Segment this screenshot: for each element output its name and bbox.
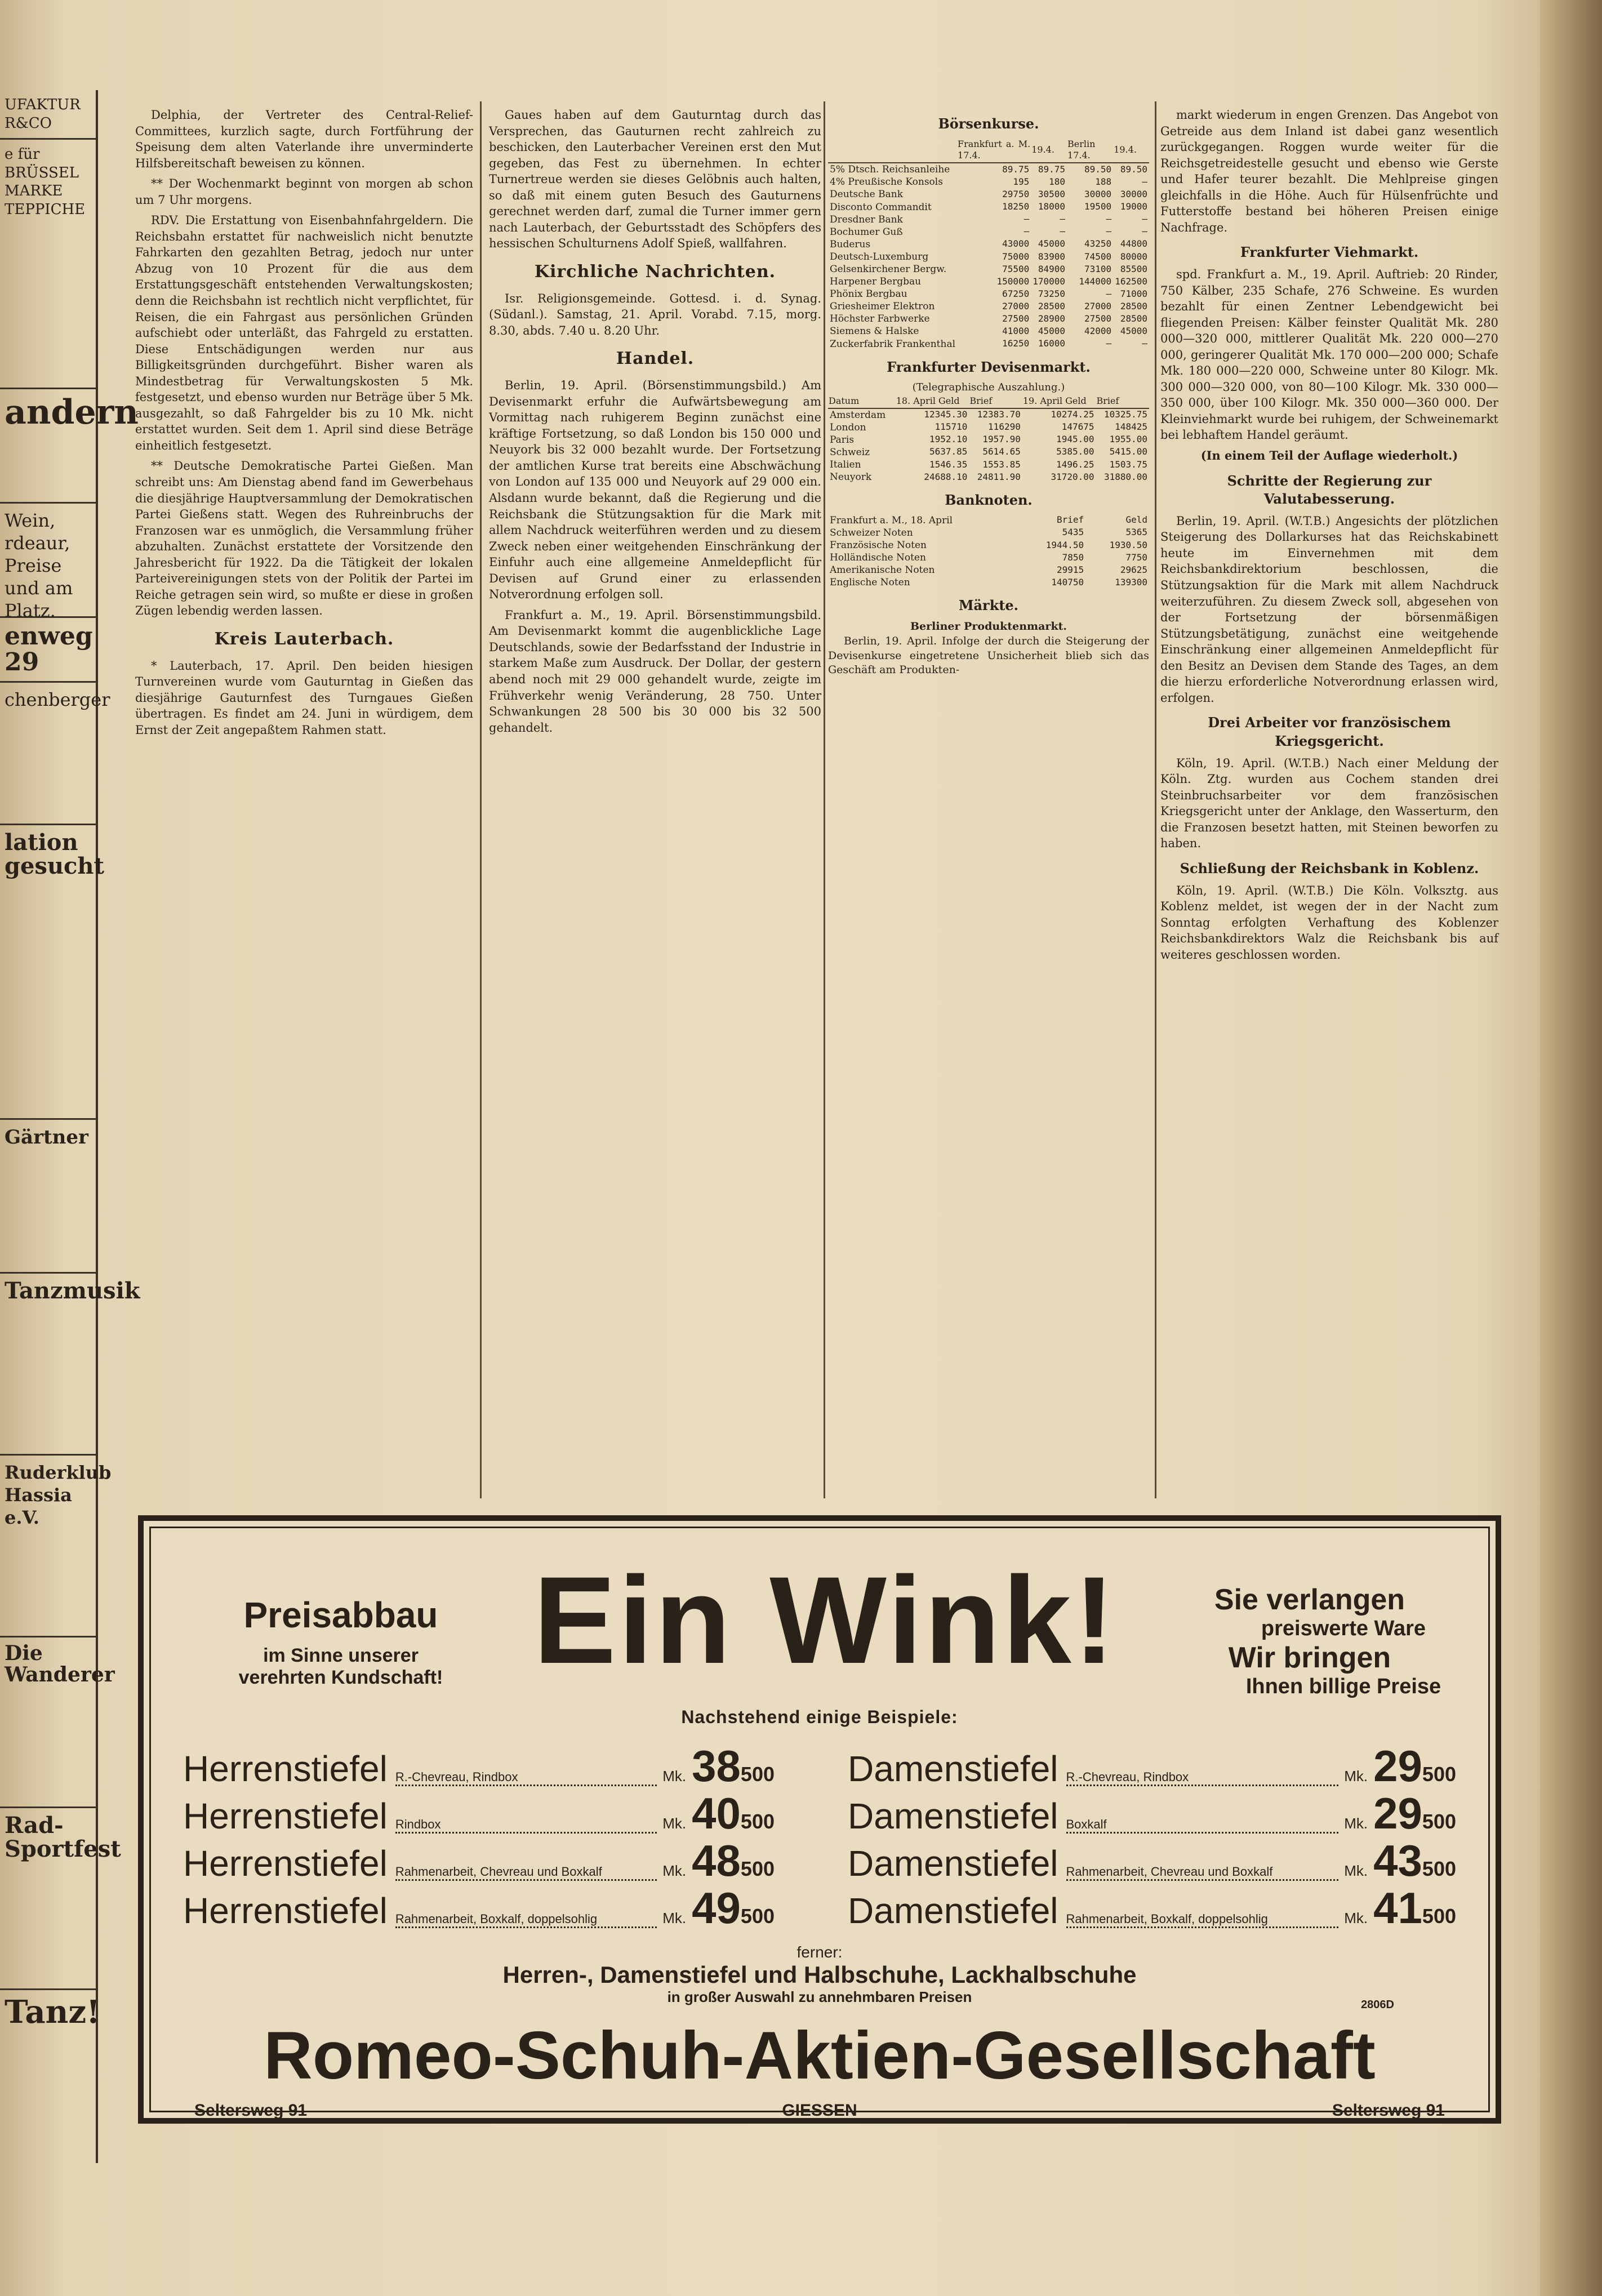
table-cell: 42000 [1084,326,1112,337]
table-cell: 89.75 [1002,163,1030,175]
price-row [183,1741,775,1791]
table-row [828,325,1149,337]
paragraph: Berlin, 19. April. (Börsenstimmungsbild.) Am Devisenmarkt erfuhr die Aufwärtsbewegung am Vormittag nach ruhigerem Beginn zunächst eine kräftige Fortsetzung, so daß London bis 150 000 und Neuyork bis 32 000 bezahlt wurde. Der Fortsetzung der amtlichen Kurse trat bereits eine Abschwächung von London auf 135 000 und Neuyork auf 29 000 ein. Alsdann wurde bekannt, daß die Regierung und die Reichsbank die Stützungsaktion für die Mark mit allem Nachdruck weiterführen werden und zu diesem Zweck neben einer weitgehenden Einschränkung der Einfuhr auch eine allgemeine Anmeldepflicht für Devisen auf Grund einer zu erlassenden Notverordnung erfolgen soll. [489,379,821,602]
table-row [828,471,1149,483]
product-name: Herrenstiefel [183,1843,388,1884]
table-row [828,421,1149,434]
table-cell: — [1106,226,1112,237]
table-cell: Harpener Bergbau [830,276,922,288]
sidebar-ad: Die Wanderer [0,1638,96,1808]
address-left: Seltersweg 91 [194,2101,308,2120]
table-header-cell: Brief [1096,395,1149,408]
table-cell: — [1106,338,1112,349]
product-name: Damenstiefel [848,1748,1058,1789]
address-right: Seltersweg 91 [1332,2101,1445,2120]
currency-label: Mk. [1344,1768,1368,1785]
table-header-cell: Datum [828,395,896,408]
table-cell: Schweiz [830,446,870,458]
table-cell: Frankfurt a. M., 18. April [830,514,953,526]
table-cell: 1944.50 [1045,539,1084,550]
price: 40 [692,1788,741,1838]
table-cell: 18000 [1038,201,1066,212]
table-cell: Disconto Commandit [830,201,932,213]
ad-line: Ihnen billige Preise [1245,1675,1441,1698]
ad-subline: im Sinne unserer [263,1645,419,1666]
table-row [828,338,1149,350]
section-heading: Börsenkurse. [938,115,1039,132]
table-cell: 27500 [1002,313,1030,324]
table-cell: 5365 [1125,527,1147,538]
table-cell: 5637.85 [929,446,968,457]
table-cell: 27000 [1002,300,1030,312]
table-cell: 1945.00 [1056,434,1094,445]
table-cell: 16000 [1038,338,1066,349]
sidebar-ad: Gärtner [0,1120,96,1274]
table-row [828,446,1149,459]
price: 48 [692,1836,741,1885]
ad-slogan: Ein Wink! [533,1551,1118,1689]
price-row [183,1883,775,1933]
article-column-4 [1160,107,1498,1504]
table-row [828,251,1149,263]
sidebar-ad: e für BRÜSSEL MARKE TEPPICHE [0,140,96,389]
table-cell: 84900 [1038,263,1066,274]
table-cell: 28900 [1038,313,1066,324]
table-cell: 16250 [1002,338,1030,349]
table-cell: Zuckerfabrik Frankenthal [830,338,956,350]
price: 29 [1373,1741,1422,1791]
table-cell: 24811.90 [977,471,1021,482]
article-column-1 [135,107,473,1504]
table-cell: 80000 [1120,251,1147,262]
table-cell: 89.50 [1084,163,1112,175]
table-cell: 75000 [1002,251,1030,262]
product-desc: Rahmenarbeit, Chevreau und Boxkalf [395,1865,657,1881]
table-cell: 24688.10 [924,471,968,482]
table-cell: — [1060,226,1066,237]
price-cents: 500 [1422,1857,1456,1880]
table-header-cell: 19.4. [1031,138,1067,163]
ad-line: in großer Auswahl zu annehmbaren Preisen [667,1988,972,2005]
table-cell: London [830,421,866,433]
section-heading: Frankfurter Viehmarkt. [1240,244,1419,261]
table-cell: 195 [1013,176,1030,187]
table-cell: 1955.00 [1109,434,1147,445]
table-cell: 5415.00 [1109,446,1147,457]
table-cell: 28500 [1038,300,1066,312]
table-cell: — [1142,226,1147,237]
ad-line: Herren-, Damenstiefel und Halbschuhe, Lackhalbschuhe [502,1961,1137,1988]
table-cell: 44800 [1120,238,1147,250]
table-cell: Phönix Bergbau [830,288,907,300]
table-cell: 116290 [988,421,1021,433]
product-name: Damenstiefel [848,1843,1058,1884]
sidebar-ad: chenberger [0,683,96,825]
sidebar-ad: UFAKTUR R&CO [0,90,96,140]
paragraph: Gaues haben auf dem Gauturntag durch das Versprechen, das Gauturnen recht zahlreich zu beschicken, den Lauterbacher Vereinen erst den Mut gegeben, das Fest zu übernehmen. In echter Turnertreue werden sie dieses Gelöbnis auch halten, so daß mit einem guten Besuch des Gauturnens gerechnet werden darf, zumal die Turner immer gern nach Lauterbach, der Geburtsstadt des Schöpfers des hessischen Schulturnens Adolf Spieß, wallfahren. [489,108,821,251]
price-cents: 500 [740,1857,775,1880]
table-cell: Italien [830,459,861,470]
table-cell: 73100 [1084,263,1112,274]
column-rule [824,101,825,1498]
ad-right-block [1163,1583,1456,1699]
table-row [828,459,1149,471]
table-cell: 147675 [1061,421,1094,433]
city: GIESSEN [782,2101,857,2120]
table-cell: 29750 [1002,189,1030,200]
price-list-men [183,1741,775,1933]
table-cell: Bochumer Guß [830,226,903,238]
table-cell: 7750 [1125,551,1147,563]
section-heading: Kreis Lauterbach. [214,629,394,649]
currency-label: Mk. [1344,1862,1368,1879]
table-cell: Höchster Farbwerke [830,313,930,325]
article-column-2 [489,107,821,1504]
table-cell: Amsterdam [830,409,886,421]
paragraph: RDV. Die Erstattung von Eisenbahnfahrgeldern. Die Reichsbahn erstattet für nachweislich nicht benutzte Fahrkarten den gezahlten Betrag, jedoch nur unter Abzug von 10 Prozent für die aus dem Erstattungsgeschäft entstehenden Verwaltungskosten; denn die Reichsbahn ist rechtlich nicht verpflichtet, für Reisen, die ein Fahrgast aus persönlichen Gründen aufschiebt oder unterläßt, das Fahrgeld zu erstatten. Diese Entschädigungen werden nur aus Billigkeitsgründen durchgeführt. Bisher waren als Mindestbetrag für Verwaltungskosten 5 Mk. festgesetzt, und ebenso wurden nur Beträge über 5 Mk. ausgezahlt, so daß Fahrgelder bis zu 10 Mk. nicht erstattet wurden. Seit dem 1. April sind diese Beträge einheitlich festgesetzt. [135,213,473,452]
company-name: Romeo-Schuh-Aktien-Gesellschaft [264,2018,1376,2093]
table-cell: — [1106,288,1112,299]
table-cell: 162500 [1115,275,1147,287]
sidebar-ad: Rad-Sportfest [0,1808,96,1990]
currency-label: Mk. [662,1815,687,1832]
table-row [828,434,1149,446]
ad-subline: verehrten Kundschaft! [238,1667,443,1688]
table-cell: 148425 [1115,421,1147,433]
sidebar-ad: enweg 29 [0,618,96,683]
table-header-cell [828,138,957,163]
paragraph: markt wiederum in engen Grenzen. Das Angebot von Getreide aus dem Inland ist dabei ganz wesentlich zurückgegangen. Roggen wurde weiter für die Reichsgetreidestelle gesucht und ebenso wie Gerste und Hafer teurer bezahlt. Die Mehlpreise gingen gleichfalls in die Höhe. Auch für Hülsenfrüchte und Futterstoffe bestand bei höheren Preisen einige Nachfrage. [1160,108,1498,234]
price-cents: 500 [1422,1905,1456,1928]
paragraph: spd. Frankfurt a. M., 19. April. Auftrieb: 20 Rinder, 750 Kälber, 235 Schafe, 276 Schweine. Es wurden bezahlt für einen Zentner Lebendgewicht bei fliegenden Preisen: Kälber feinster Qualität Mk. 280 000—320 000, mittlerer Qualität Mk. 220 000—270 000, geringerer Qualität Mk. 170 000—200 000; Schafe Mk. 180 000—220 000, Schweine unter 80 Kilogr. Mk. 300 000—320 000, von 80—100 Kilogr. Mk. 330 000—350 000, über 100 Kilogr. Mk. 350 000—360 000. Der Kleinviehmarkt wurde bei ruhigem, der Schweinemarkt bei lebhaftem Handel geräumt. [1160,268,1498,442]
table-cell: 170000 [1033,275,1066,287]
table-row [828,539,1149,551]
section-heading: Drei Arbeiter vor französischem Kriegsgericht. [1208,714,1451,749]
table-cell: — [1142,176,1147,187]
table-cell: 31720.00 [1051,471,1094,482]
table-cell: Siemens & Halske [830,326,919,337]
product-name: Herrenstiefel [183,1748,388,1789]
table-cell: — [1024,213,1030,225]
currency-label: Mk. [662,1910,687,1926]
product-desc: Boxkalf [1066,1817,1339,1834]
table-cell: — [1106,213,1112,225]
table-cell: — [1060,213,1066,225]
paragraph: Berlin, 19. April. (W.T.B.) Angesichts der plötzlichen Steigerung des Dollarkurses hat das Reichskabinett heute im Einvernehmen mit dem Reichsbankdirektorium beschlossen, die Stützungsaktion für die Mark mit allem Nachdruck weiterzuführen. Zu diesem Zweck soll, abgesehen von der Fortsetzung der börsenmäßigen Stützungsbetätigung, zunächst eine weitgehende Einschränkung einer allgemeinen Anmeldepflicht für den Besitz an Devisen dem Stande des Tages, an dem die hierzu erforderliche Notverordnung erlassen wird, erfolgen. [1160,514,1498,705]
price-row [848,1741,1456,1791]
table-cell: 67250 [1002,288,1030,299]
table-row [828,188,1149,201]
table-header-cell: 19. April Geld [1022,395,1096,408]
product-desc: R.-Chevreau, Rindbox [1066,1770,1339,1786]
section-heading: Märkte. [958,597,1019,614]
currency-label: Mk. [662,1862,687,1879]
table-cell: 30500 [1038,189,1066,200]
table-cell: 139300 [1115,576,1147,588]
table-cell: Gelsenkirchener Bergw. [830,263,947,275]
table-cell: 10325.75 [1103,409,1147,420]
price: 41 [1373,1883,1422,1933]
paragraph: Köln, 19. April. (W.T.B.) Nach einer Meldung der Köln. Ztg. wurden aus Cochem standen drei Steinbruchsarbeiter vor dem französischen Kriegsgericht unter der Anklage, den Wasserturm, den die Franzosen besetzt hatten, mit Steinen beworfen zu haben. [1160,756,1498,851]
table-row [828,564,1149,576]
price-cents: 500 [1422,1763,1456,1786]
ad-headline: Preisabbau [243,1595,438,1635]
table-cell: 43250 [1084,238,1112,250]
table-cell: Paris [830,434,855,446]
table-cell: Brief [1056,514,1084,526]
paragraph: Delphia, der Vertreter des Central-Relief-Committees, kurzlich sagte, durch Fortführung der Speisung dem alten Vaterlande ihre unverminderte Hilfsbereitschaft beweisen zu können. [135,108,473,170]
table-cell: 140750 [1051,576,1084,588]
table-cell: 27500 [1084,313,1112,324]
table-row [828,514,1149,527]
product-desc: Rahmenarbeit, Boxkalf, doppelsohlig [395,1912,657,1928]
table-cell: 43000 [1002,238,1030,250]
currency-label: Mk. [1344,1815,1368,1832]
price-cents: 500 [740,1763,775,1786]
paragraph: ** Der Wochenmarkt beginnt von morgen ab schon um 7 Uhr morgens. [135,177,473,207]
stock-column [828,107,1149,1504]
subheading: (Telegraphische Auszahlung.) [912,381,1065,394]
table-row [828,408,1149,421]
currency-table [828,395,1149,483]
table-cell: 45000 [1120,326,1147,337]
table-cell: Schweizer Noten [830,527,913,539]
table-row [828,263,1149,275]
table-row [828,226,1149,238]
table-row [828,201,1149,213]
table-header-cell: 19.4. [1113,138,1149,163]
table-cell: Dresdner Bank [830,213,903,225]
paragraph: Köln, 19. April. (W.T.B.) Die Köln. Volksztg. aus Koblenz meldet, ist wegen der in der Nacht zum Sonntag erfolgten Verhaftung des Koblenzer Reichsbankdirektors Walz die Reichsbank bis auf weiteres geschlossen worden. [1160,883,1498,962]
table-cell: 73250 [1038,288,1066,299]
ad-further-items [144,1943,1496,2006]
section-heading: Schritte der Regierung zur Valutabesserung. [1227,472,1432,508]
table-row [828,163,1149,176]
table-row [828,176,1149,188]
ad-line: Wir bringen [1228,1641,1391,1674]
table-cell: 5% Dtsch. Reichsanleihe [830,164,950,176]
table-cell: 28500 [1120,313,1147,324]
table-header-cell: Berlin 17.4. [1067,138,1113,163]
table-cell: 188 [1095,176,1112,187]
table-cell: 30000 [1120,189,1147,200]
price-row [183,1788,775,1838]
ad-footer [194,2101,1445,2120]
table-cell: 45000 [1038,238,1066,250]
table-cell: Deutsche Bank [830,189,904,201]
table-cell: 29915 [1056,564,1084,575]
currency-label: Mk. [662,1768,687,1785]
sidebar-ad: andern [0,389,96,504]
paragraph: ** Deutsche Demokratische Partei Gießen. Man schreibt uns: Am Dienstag abend fand im Gewerbehaus die diesjährige Hauptversammlung der Demokratischen Partei Gießens statt. Wegen des Ruhreinbruchs der Franzosen war es unmöglich, die Versammlung früher abzuhalten. Zunächst erstattete der Vorsitzende den Jahresbericht für 1922. Da die Tätigkeit der lokalen Parteivereinigungen stets von der Politik der Partei im Reiche getragen sein wird, so mußte er diese in großen Zügen lebendig werden lassen. [135,459,473,618]
table-cell: — [1024,226,1030,237]
price-row [183,1835,775,1883]
table-cell: — [1142,338,1147,349]
product-desc: Rahmenarbeit, Chevreau und Boxkalf [1066,1865,1339,1881]
price-cents: 500 [740,1810,775,1833]
table-row [828,300,1149,313]
product-name: Herrenstiefel [183,1890,388,1931]
table-cell: 29625 [1120,564,1147,575]
paragraph: Berlin, 19. April. Infolge der durch die Steigerung der Devisenkurse eingetretene Unsicherheit blieb sich das Geschäft am Produkten- [828,634,1149,677]
price-row [848,1883,1456,1933]
sidebar-ad: Ruderklub Hassia e.V. [0,1456,96,1638]
table-cell: 89.50 [1120,163,1147,175]
table-cell: 1503.75 [1109,459,1147,470]
price: 38 [692,1741,741,1791]
table-cell: 5385.00 [1056,446,1094,457]
table-cell: Französische Noten [830,539,927,551]
table-cell: 115710 [934,421,968,433]
table-cell: 144000 [1079,275,1112,287]
price-cents: 500 [1422,1810,1456,1833]
table-cell: 4% Preußische Konsols [830,176,943,188]
table-cell: 180 [1049,176,1066,187]
table-cell: 10274.25 [1051,409,1094,420]
table-row [828,551,1149,564]
table-header-cell: Brief [969,395,1022,408]
table-cell: 83900 [1038,251,1066,262]
table-cell: 71000 [1120,288,1147,299]
table-cell: 1952.10 [929,434,968,445]
table-row [828,313,1149,325]
table-header-cell: Frankfurt a. M. 17.4. [957,138,1031,163]
section-heading: Kirchliche Nachrichten. [534,261,776,282]
sidebar-ad: Tanz! [5,1994,100,2031]
table-cell: Buderus [830,238,871,250]
ad-line: ferner: [796,1943,843,1961]
price-cents: 500 [740,1905,775,1928]
table-cell: 7850 [1062,551,1084,563]
table-cell: 19500 [1084,201,1112,212]
sidebar-ads [0,90,140,2163]
table-header-cell: 18. April Geld [896,395,969,408]
table-cell: Neuyork [830,471,872,483]
price: 29 [1373,1788,1422,1838]
table-row [828,288,1149,300]
ad-examples-note: Nachstehend einige Beispiele: [681,1707,958,1727]
table-cell: 28500 [1120,300,1147,312]
ad-line: preiswerte Ware [1261,1617,1426,1640]
table-cell: 85500 [1120,263,1147,274]
table-cell: 1496.25 [1056,459,1094,470]
paragraph: Isr. Religionsgemeinde. Gottesd. i. d. Synag. (Südanl.). Samstag, 21. April. Vorabd. 7.15, morg. 8.30, abds. 7.40 u. 8.20 Uhr. [489,291,821,337]
book-spine [1540,0,1602,2296]
product-desc: R.-Chevreau, Rindbox [395,1770,657,1786]
product-desc: Rahmenarbeit, Boxkalf, doppelsohlig [1066,1912,1339,1928]
table-cell: 41000 [1002,326,1030,337]
currency-label: Mk. [1344,1910,1368,1926]
table-cell: Amerikanische Noten [830,564,935,576]
section-heading: Frankfurter Devisenmarkt. [887,358,1091,375]
table-cell: Holländische Noten [830,551,926,563]
table-cell: 75500 [1002,263,1030,274]
table-cell: 18250 [1002,201,1030,212]
table-cell: 31880.00 [1103,471,1147,482]
table-cell: 89.75 [1038,163,1066,175]
table-cell: 12345.30 [924,409,968,420]
paragraph: Frankfurt a. M., 19. April. Börsenstimmungsbild. Am Devisenmarkt kommt die augenblickliche Lage Deutschlands, sowie der Bedarfsstand der Industrie in starkem Maße zum Ausdruck. Der Dollar, der gestern abend noch mit 29 000 gehandelt wurde, zeigte im Frühverkehr wenig Veränderung, 28 750. Unter Schwankungen 28 500 bis 30 000 bis 32 500 gehandelt. [489,608,821,735]
column-rule [480,101,482,1498]
table-row [828,527,1149,539]
sidebar-ad: Wein, rdeaur, Preise und am Platz. [0,504,96,618]
table-cell: 12383.70 [977,409,1021,420]
product-name: Damenstiefel [848,1796,1058,1836]
table-cell: 1553.85 [982,459,1021,470]
ad-left-block [183,1594,499,1689]
price: 49 [692,1883,741,1933]
subheading: Berliner Produktenmarkt. [910,620,1067,633]
table-row [828,275,1149,288]
price-list-women [848,1741,1456,1933]
section-heading: Banknoten. [945,492,1033,509]
sidebar-ad: lation gesucht [0,825,96,1120]
table-cell: 74500 [1084,251,1112,262]
shoe-advertisement [138,1515,1501,2124]
product-desc: Rindbox [395,1817,657,1834]
ad-line: Sie verlangen [1214,1583,1405,1616]
table-cell: 45000 [1038,326,1066,337]
table-cell: Englische Noten [830,577,910,589]
table-cell: 1546.35 [929,459,968,470]
table-cell: Geld [1125,514,1147,526]
table-cell: Griesheimer Elektron [830,301,935,313]
table-cell: 1957.90 [982,434,1021,445]
table-cell: 30000 [1084,189,1112,200]
table-row [828,238,1149,251]
table-cell: — [1142,213,1147,225]
product-name: Damenstiefel [848,1890,1058,1931]
paragraph: * Lauterbach, 17. April. Den beiden hiesigen Turnvereinen wurde vom Gauturntag in Gießen das diesjährige Gauturnfest des Turngaues Gießen übertragen. Es findet am 24. Juni in würdigem, dem Ernst der Zeit angepaßtem Rahmen statt. [135,658,473,737]
table-cell: 19000 [1120,201,1147,212]
table-row [828,213,1149,226]
table-cell: 5614.65 [982,446,1021,457]
ad-code: 2806D [1361,1999,1394,2011]
banknote-table [828,514,1149,589]
section-heading: Handel. [616,349,695,369]
section-heading: Schließung der Reichsbank in Koblenz. [1180,860,1479,876]
table-cell: 5435 [1062,527,1084,538]
table-cell: Deutsch-Luxemburg [830,251,929,262]
table-row [828,576,1149,589]
table-cell: 150000 [996,275,1030,287]
product-name: Herrenstiefel [183,1796,388,1836]
edition-note: (In einem Teil der Auflage wiederholt.) [1200,448,1458,463]
table-cell: 1930.50 [1109,539,1147,550]
stock-table [828,138,1149,350]
price: 43 [1373,1836,1422,1885]
price-row [848,1835,1456,1883]
price-row [848,1788,1456,1838]
column-rule [1155,101,1156,1498]
table-cell: 27000 [1084,300,1112,312]
sidebar-ad: Tanzmusik [0,1274,96,1456]
